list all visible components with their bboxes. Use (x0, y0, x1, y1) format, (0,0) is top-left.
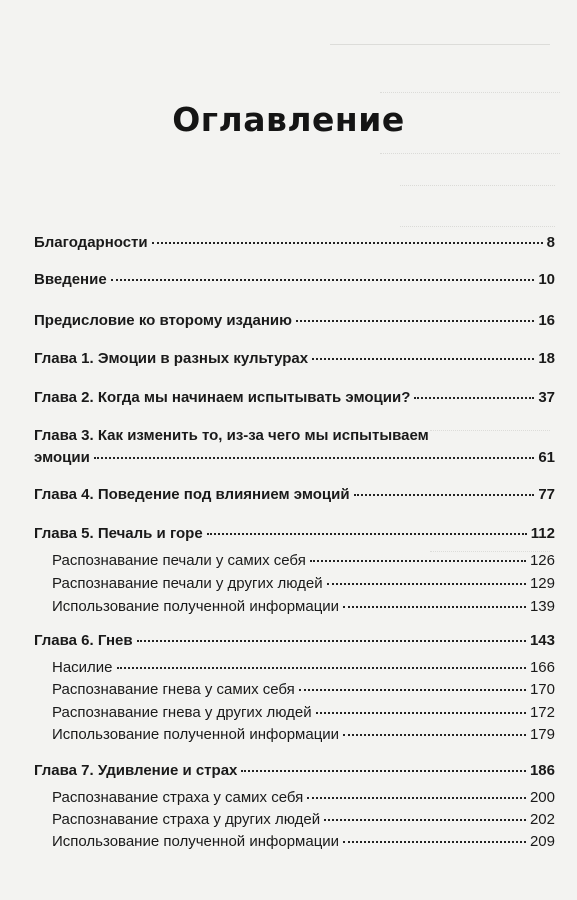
toc-subentry[interactable] (52, 811, 555, 829)
toc-entry-label: Предисловие ко второму изданию (34, 312, 292, 329)
toc-entry-label: Глава 6. Гнев (34, 632, 133, 649)
toc-entry-label: Глава 4. Поведение под влиянием эмоций (34, 486, 350, 503)
leader-dots (117, 657, 526, 669)
leader-dots (299, 679, 526, 691)
leader-dots (152, 232, 543, 244)
toc-entry-label: Распознавание печали у самих себя (52, 552, 306, 569)
toc-entry-label: Распознавание страха у других людей (52, 811, 321, 828)
toc-entry-page: 202 (529, 811, 555, 828)
toc-entry-label: Глава 1. Эмоции в разных культурах (34, 350, 309, 367)
toc-entry-page: 10 (538, 271, 555, 288)
leader-dots (343, 831, 526, 843)
leader-dots (327, 573, 526, 585)
leader-dots (241, 760, 526, 772)
toc-entry-label-line2: эмоции (34, 449, 90, 466)
toc-entry-chapter-6[interactable] (34, 632, 555, 650)
toc-entry-label: Распознавание гнева у других людей (52, 704, 312, 721)
toc-entry-page: 179 (529, 726, 555, 743)
toc-entry-label: Использование полученной информации (52, 833, 340, 850)
leader-dots (94, 447, 535, 459)
toc-entry-label: Использование полученной информации (52, 598, 340, 615)
toc-entry-label: Насилие (52, 659, 113, 676)
toc-entry-label: Распознавание страха у самих себя (52, 789, 304, 806)
toc-entry-page: 8 (546, 234, 555, 251)
toc-entry-chapter-5[interactable] (34, 525, 555, 543)
leader-dots (343, 596, 526, 608)
leader-dots (307, 787, 526, 799)
toc-entry-chapter-4[interactable] (34, 486, 555, 504)
toc-entry-label: Глава 2. Когда мы начинаем испытывать эмоции? (34, 389, 411, 406)
leader-dots (310, 550, 526, 562)
toc-entry-page: 139 (529, 598, 555, 615)
toc-entry-page: 18 (538, 350, 555, 367)
leader-dots (343, 724, 526, 736)
toc-entry-chapter-2[interactable] (34, 389, 555, 407)
toc-entry-page: 37 (538, 389, 555, 406)
toc-entry-acknowledgements[interactable] (34, 234, 555, 252)
leader-dots (316, 702, 526, 714)
page-title: Оглавление (172, 100, 405, 140)
toc-entry-page: 186 (529, 762, 555, 779)
toc-entry-page: 170 (529, 681, 555, 698)
toc-entry-label: Глава 5. Печаль и горе (34, 525, 203, 542)
toc-entry-page: 209 (529, 833, 555, 850)
toc-subentry[interactable] (52, 552, 555, 570)
toc-entry-label-line1: Глава 3. Как изменить то, из-за чего мы испытываем (34, 427, 429, 444)
toc-entry-page: 112 (530, 525, 555, 542)
leader-dots (296, 310, 534, 322)
toc-entry-page: 143 (529, 632, 555, 649)
toc-subentry[interactable] (52, 598, 555, 616)
bleed-through-decoration (330, 44, 550, 51)
toc-entry-page: 126 (529, 552, 555, 569)
toc-entry-page: 129 (529, 575, 555, 592)
toc-subentry[interactable] (52, 789, 555, 807)
toc-subentry[interactable] (52, 575, 555, 593)
toc-entry-label: Введение (34, 271, 107, 288)
toc-entry-page: 172 (529, 704, 555, 721)
leader-dots (111, 269, 535, 281)
leader-dots (354, 484, 535, 496)
toc-entry-page: 77 (538, 486, 555, 503)
leader-dots (137, 630, 526, 642)
toc-entry-preface[interactable] (34, 312, 555, 330)
leader-dots (312, 348, 534, 360)
toc-entry-page: 166 (529, 659, 555, 676)
toc-entry-introduction[interactable] (34, 271, 555, 289)
toc-subentry[interactable] (52, 704, 555, 722)
toc-entry-label: Глава 7. Удивление и страх (34, 762, 238, 779)
toc-subentry[interactable] (52, 726, 555, 744)
toc-subentry[interactable] (52, 833, 555, 851)
leader-dots (207, 523, 527, 535)
bleed-through-decoration (400, 185, 555, 227)
toc-subentry[interactable] (52, 659, 555, 677)
toc-entry-page: 200 (529, 789, 555, 806)
toc-entry-chapter-1[interactable] (34, 350, 555, 368)
toc-entry-label: Благодарности (34, 234, 148, 251)
toc-entry-label: Распознавание гнева у самих себя (52, 681, 295, 698)
toc-entry-label: Распознавание печали у других людей (52, 575, 323, 592)
toc-subentry[interactable] (52, 681, 555, 699)
leader-dots (324, 809, 526, 821)
toc-entry-chapter-7[interactable] (34, 762, 555, 780)
toc-entry-page: 61 (538, 449, 555, 466)
leader-dots (414, 387, 534, 399)
toc-entry-chapter-3[interactable] (34, 426, 555, 468)
toc-entry-page: 16 (538, 312, 555, 329)
toc-entry-label: Использование полученной информации (52, 726, 340, 743)
